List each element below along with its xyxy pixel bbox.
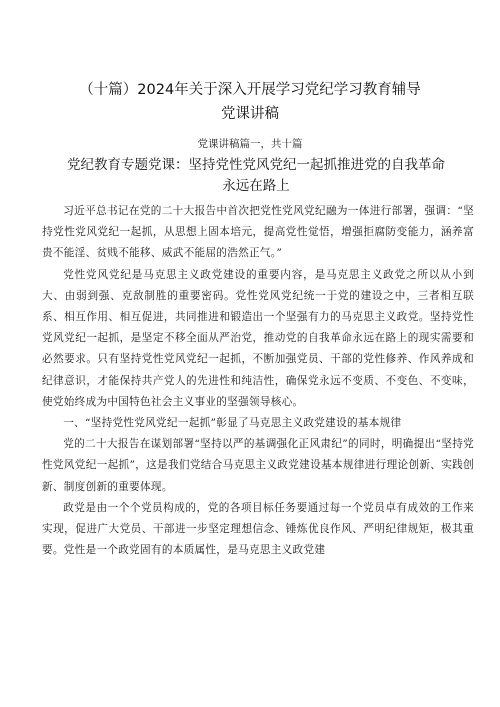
paragraph: 习近平总书记在党的二十大报告中首次把党性党风党纪融为一体进行部署，强调：“坚持党性党风党纪一起抓，从思想上固本培元，提高党性觉悟，增强拒腐防变能力，涵养富贵不能淫、贫贱不能移、威武不能屈的浩然正气。” <box>42 205 474 260</box>
article-body <box>42 201 474 561</box>
document-title-line2: 党课讲稿 <box>221 106 279 122</box>
section-heading: 一、“坚持党性党风党纪一起抓”彰显了马克思主义政党建设的基本规律 <box>63 417 402 430</box>
document-title-line1: （十篇）2024年关于深入开展学习党纪学习教育辅导 <box>79 82 421 98</box>
paragraph: 党的二十大报告在谋划部署“坚持以严的基调强化正风肃纪”的同时，明确提出“坚持党性党风党纪一起抓”，这是我们党结合马克思主义政党建设基本规律进行理论创新、实践创新、制度创新的重要体现。 <box>42 438 474 493</box>
paragraph: 政党是由一个个党员构成的，党的各项目标任务要通过每一个党员卓有成效的工作来实现，促进广大党员、干部进一步坚定理想信念、锤炼优良作风、严明纪律规矩，极其重要。党性是一个政党固有的本质属性，是马克思主义政党建 <box>42 501 474 557</box>
section-subheading: 党课讲稿篇一，共十篇 <box>197 138 303 150</box>
article-title-line1: 党纪教育专题党课：坚持党性党风党纪一起抓推进党的自我革命 <box>67 157 445 173</box>
document-title <box>40 78 460 126</box>
paragraph: 党性党风党纪是马克思主义政党建设的重要内容，是马克思主义政党之所以从小到大、由弱到强、克敌制胜的重要密码。党性党风党纪统一于党的建设之中，三者相互联系、相互作用、相互促进，共同推进和锻造出一个坚强有力的马克思主义政党。坚持党性党风党纪一起抓，是坚定不移全面从严治党，推动党的自我革命永远在路上的现实需要和必然要求。只有坚持党性党风党纪一起抓，不断加强党员、干部的党性修养、作风养成和纪律意识，才能保持共产党人的先进性和纯洁性，确保党永远不变质、不变色、不变味，使党始终成为中国特色社会主义事业的坚强领导核心。 <box>42 268 474 408</box>
article-title-line2: 永远在路上 <box>222 178 290 194</box>
article-title <box>56 155 456 197</box>
